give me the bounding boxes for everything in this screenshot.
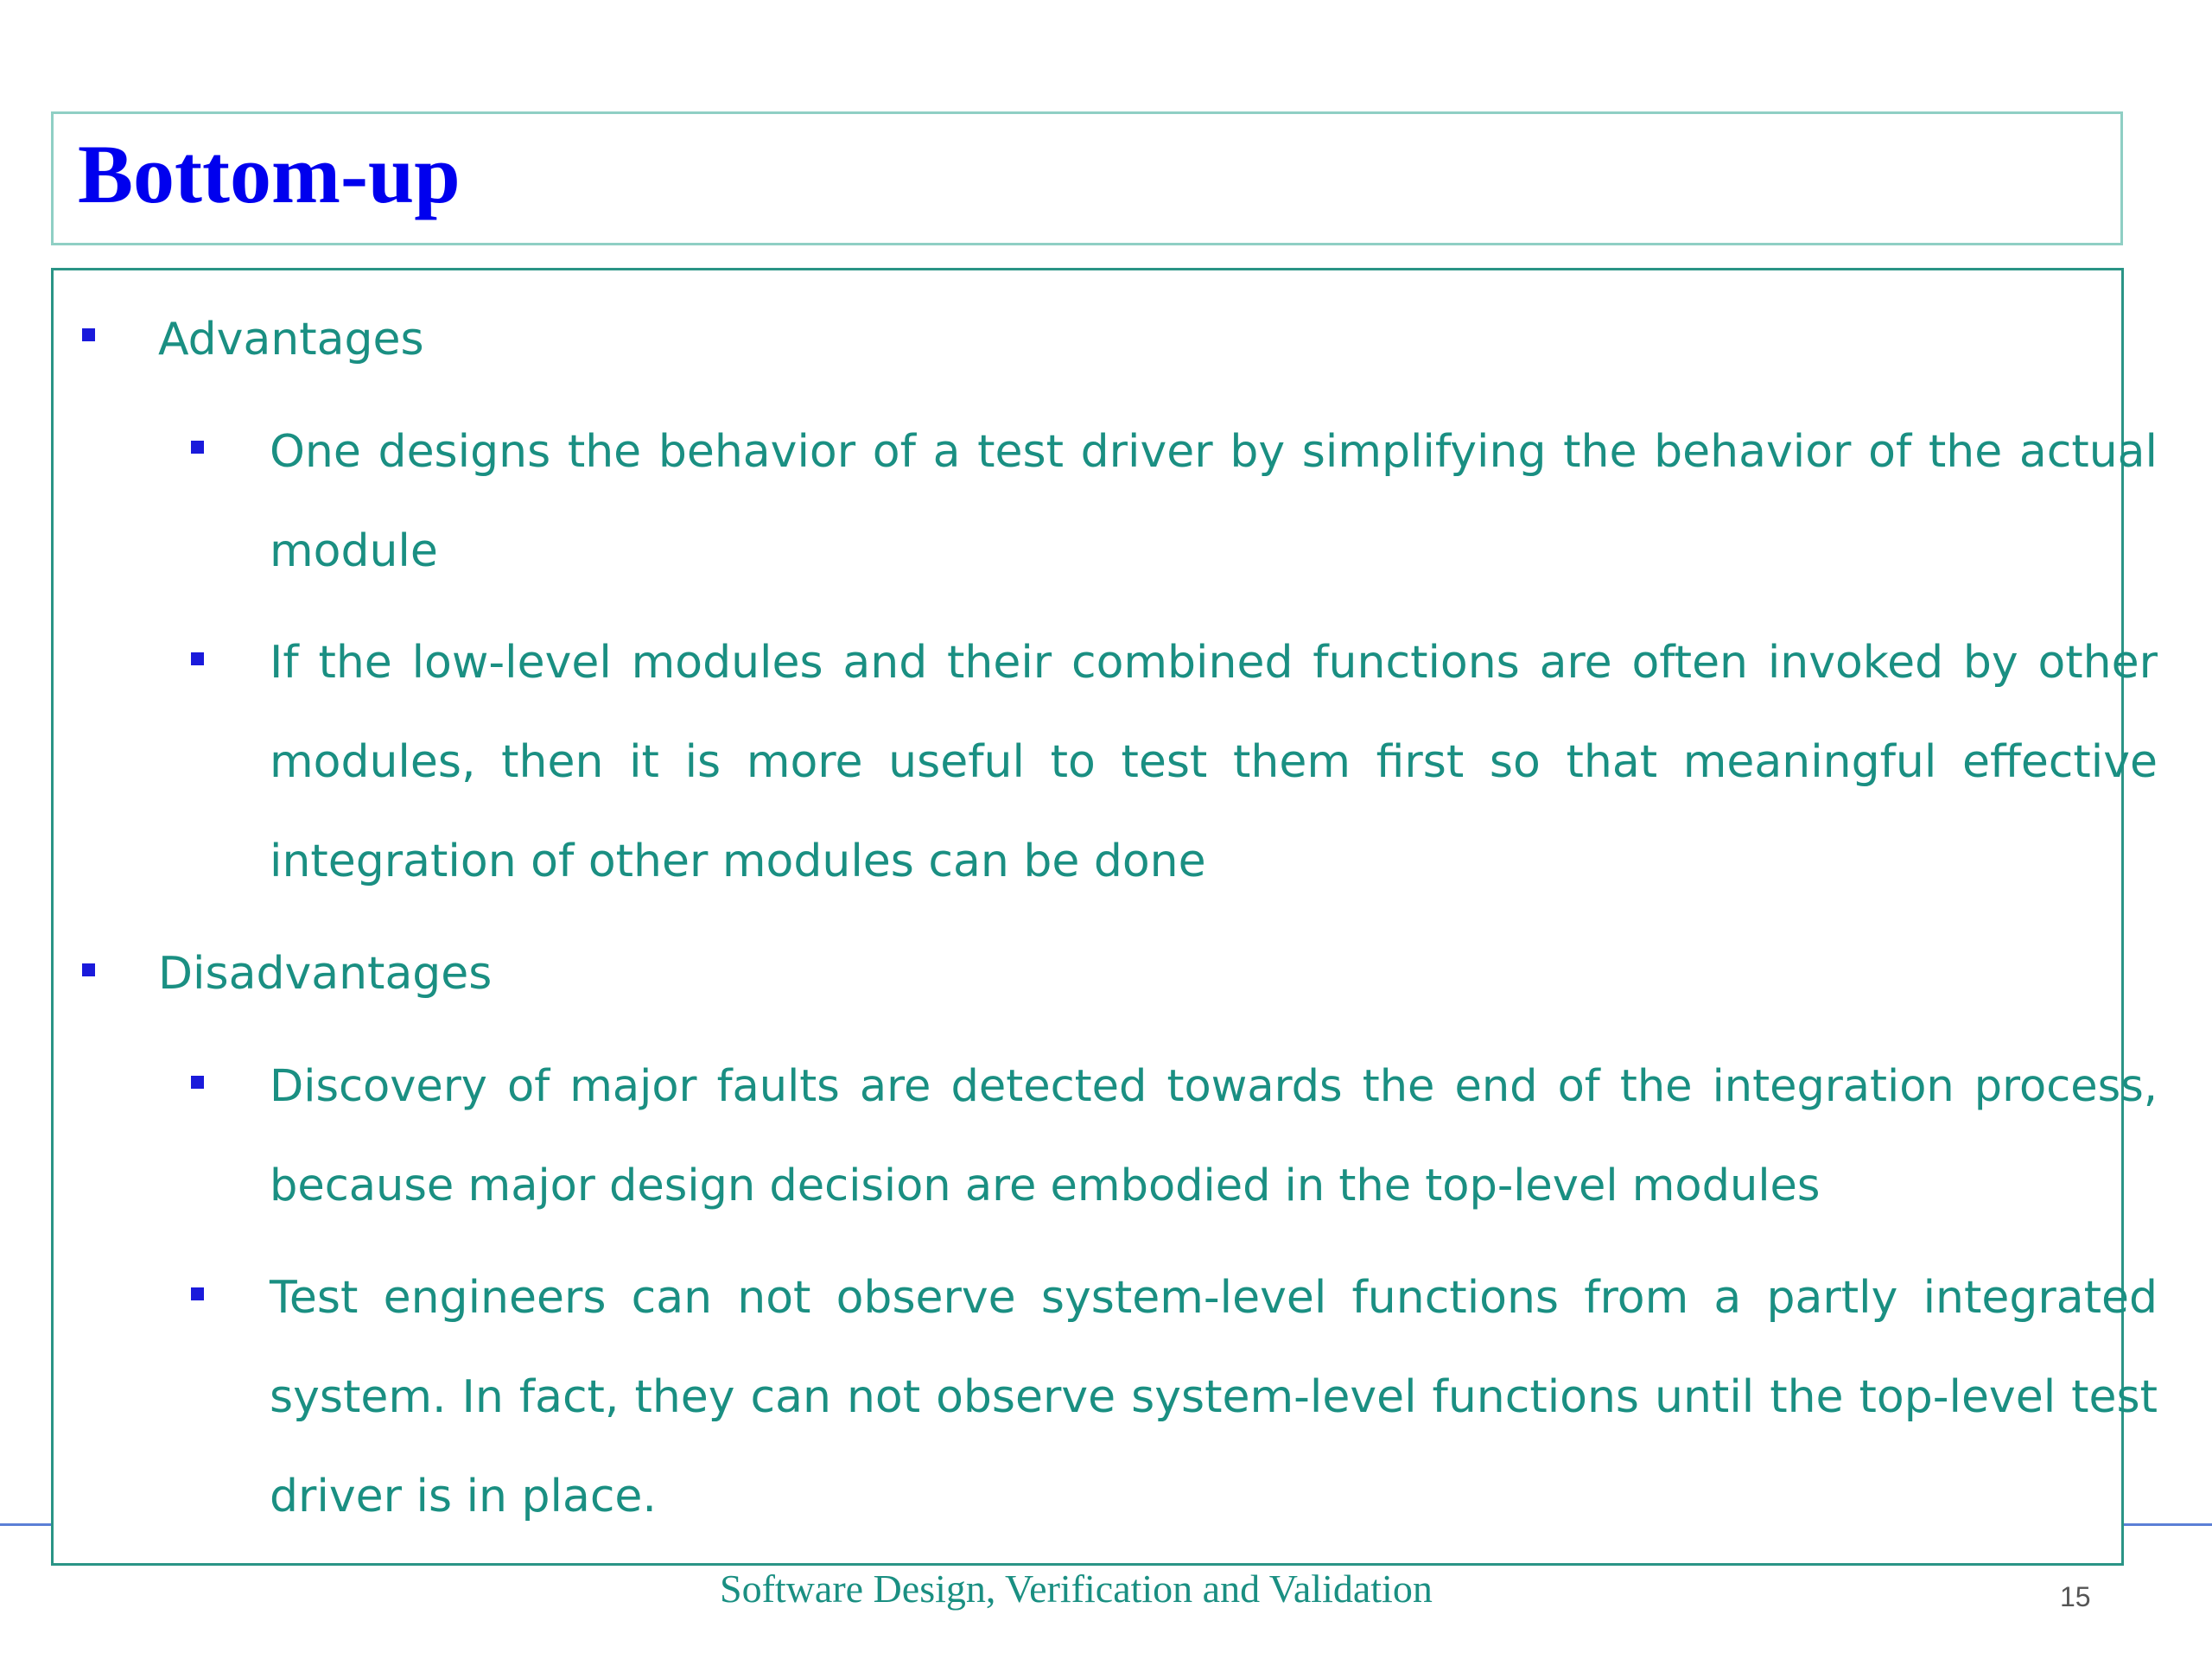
disadvantage-point-1: Discovery of major faults are detected towards the end of the integration process, because major design decision are embodied in the top-level modules — [270, 1061, 2158, 1211]
bullet-advantage-1 — [191, 441, 204, 454]
advantage-point-1: One designs the behavior of a test driver by simplifying the behavior of the actual module — [270, 426, 2158, 577]
bullet-advantages — [82, 328, 95, 341]
page-number: 15 — [2060, 1581, 2091, 1612]
heading-advantages: Advantages — [158, 314, 424, 365]
slide-title: Bottom-up — [78, 128, 461, 220]
footer-course-title: Software Design, Verification and Validation — [720, 1567, 1433, 1611]
bullet-disadvantage-1 — [191, 1076, 204, 1089]
bullet-disadvantage-2 — [191, 1287, 204, 1300]
content-placeholder — [51, 268, 2158, 1566]
footer-rule-left — [0, 1523, 54, 1526]
disadvantage-point-2: Test engineers can not observe system-level functions from a partly integrated system. In fact, they can not observe system-level functions until the top-level test driver is in place. — [270, 1272, 2158, 1522]
heading-disadvantages: Disadvantages — [158, 948, 493, 1000]
advantage-point-2: If the low-level modules and their combined functions are often invoked by other modules, then it is more useful to test them first so that meaningful effective integration of other modules can be done — [270, 637, 2158, 887]
title-placeholder — [51, 111, 2123, 245]
bullet-advantage-2 — [191, 652, 204, 665]
bullet-disadvantages — [82, 963, 95, 976]
